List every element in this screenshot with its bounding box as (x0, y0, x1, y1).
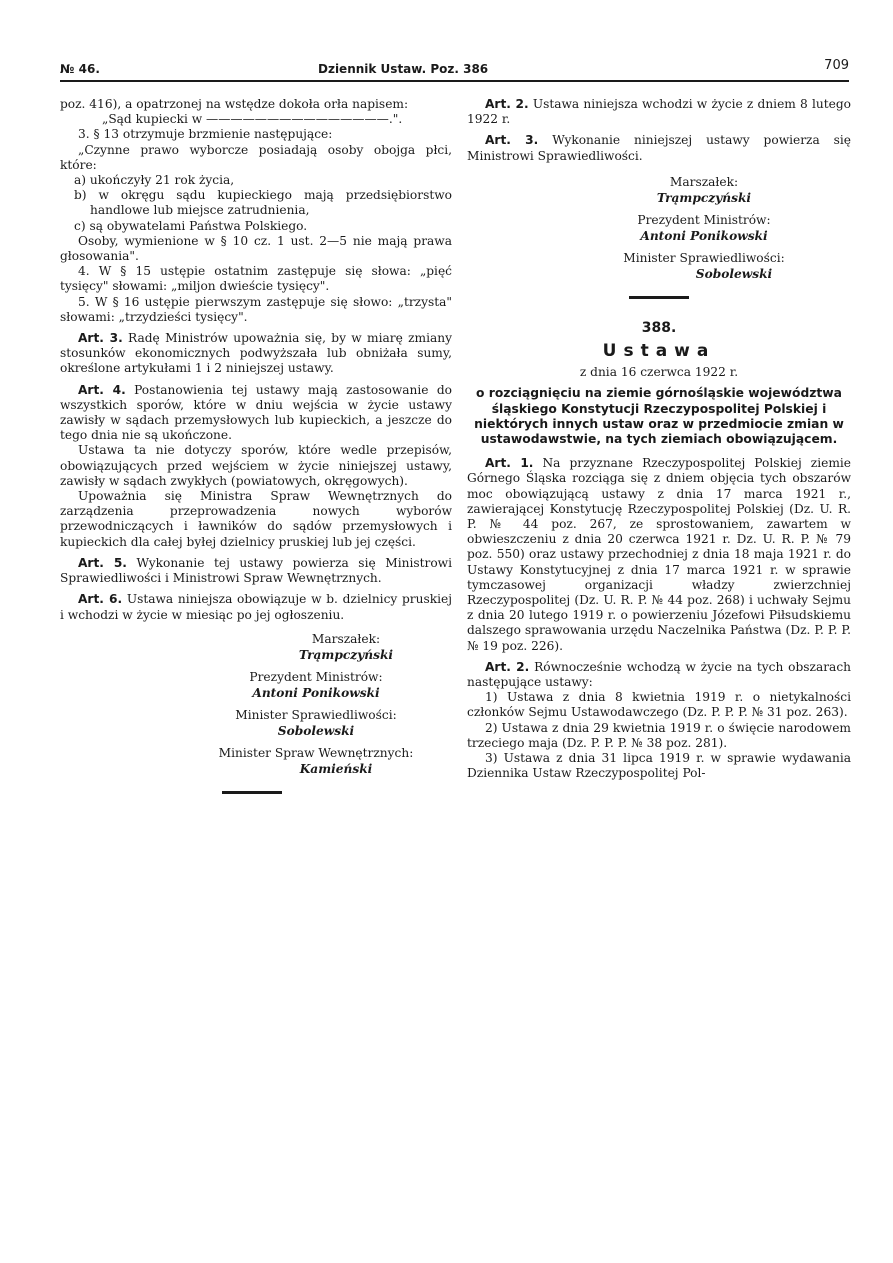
signature-name: Antoni Ponikowski (252, 685, 380, 700)
paragraph: „Czynne prawo wyborcze posiadają osoby obojga płci, które: (60, 142, 452, 172)
article-text: Wykonanie tej ustawy powierza się Ministrowi Sprawiedliwości i Ministrowi Spraw Wewnętrznych. (60, 555, 452, 586)
signature-name: Kamieński (299, 761, 373, 776)
paragraph: Osoby, wymienione w § 10 cz. 1 ust. 2—5 nie mają prawa głosowania". (60, 233, 452, 264)
paragraph: „Sąd kupiecki w ———————————————.". (102, 112, 403, 127)
article-label: Art. 4. (78, 382, 126, 397)
article-1 (467, 456, 851, 654)
article-label: Art. 5. (78, 555, 127, 570)
paragraph: 3. § 13 otrzymuje brzmienie następujące: (78, 127, 333, 142)
paragraph: 4. W § 15 ustępie ostatnim zastępuje się słowa: „pięć tysięcy" słowami: „miljon dwieście tysięcy". (60, 264, 452, 294)
article-text: Postanowienia tej ustawy mają zastosowanie do wszystkich sporów, które w dniu wejścia w życie ustawy zawisły w sądach przemysłowych lub kupieckich, a jeszcze do tego dnia nie są ukończone. (60, 382, 452, 443)
list-item: a) ukończyły 21 rok życia, (74, 173, 235, 188)
paragraph: Ustawa ta nie dotyczy sporów, które wedle przepisów, obowiązujących przed wejściem w życie niniejszej ustawy, zawisły w sądach zwykłych (powiatowych, okręgowych). (60, 443, 452, 488)
signature-name: Antoni Ponikowski (640, 228, 768, 243)
act-description: o rozciągnięciu na ziemie górnośląskie województwa śląskiego Konstytucji Rzeczypospolitej Polskiej i niektórych innych ustaw oraz w przedmiocie zmian w ustawodawstwie, na tych ziemiach obowiązującem. (474, 386, 844, 447)
signature-role: Minister Spraw Wewnętrznych: (218, 745, 414, 760)
signature-name: Trąmpczyński (298, 647, 394, 662)
article-text: Radę Ministrów upoważnia się, by w miarę zmiany stosunków ekonomicznych podwyższała lub obniżała sumy, określone artykułami 1 i 2 niniejszej ustawy. (60, 331, 452, 376)
article-2b (467, 660, 851, 690)
article-label: Art. 6. (78, 592, 123, 607)
article-4 (60, 383, 452, 444)
article-label: Art. 2. (485, 659, 530, 674)
article-text: Wykonanie niniejszej ustawy powierza się Ministrowi Sprawiedliwości. (467, 133, 852, 163)
signature-role: Minister Sprawiedliwości: (235, 707, 397, 722)
page-header (60, 60, 849, 80)
article-3 (60, 331, 452, 377)
list-item: 2) Ustawa z dnia 29 kwietnia 1919 r. o święcie narodowem trzeciego maja (Dz. P. P. P. № 38 poz. 281). (467, 720, 851, 750)
article-6 (60, 592, 452, 622)
position-number: 388. (641, 319, 677, 336)
signature-role: Prezydent Ministrów: (249, 669, 383, 684)
article-2 (467, 97, 851, 127)
left-column (60, 97, 452, 794)
article-5 (60, 556, 452, 586)
act-title: Ustawa (602, 341, 716, 362)
act-date: z dnia 16 czerwca 1922 r. (579, 365, 739, 380)
section-divider (222, 791, 282, 794)
right-column (467, 97, 852, 781)
signature-role: Minister Sprawiedliwości: (623, 250, 785, 265)
header-rule (60, 80, 849, 82)
paragraph: 5. W § 16 ustępie pierwszym zastępuje się słowo: „trzysta" słowami: „trzydzieści tysięcy". (60, 294, 452, 324)
journal-title: Dziennik Ustaw. Poz. 386 (318, 62, 489, 76)
paragraph: Upoważnia się Ministra Spraw Wewnętrznych do zarządzenia przeprowadzenia nowych wyborów przewodniczących i ławników do sądów przemysłowych i kupieckich dla całej byłej dzielnicy pruskiej lub jej części. (60, 489, 452, 549)
signature-role: Marszałek: (669, 174, 739, 189)
article-text: Na przyznane Rzeczypospolitej Polskiej ziemie Górnego Śląska rozciąga się z dniem objęcia tych obszarów moc obowiązującą ustawy z dnia 17 marca 1921 r., zawierającej Konstytucję Rzeczypospolitej Polskiej (Dz. U. R. P. № 44 poz. 267, ze sprostowaniem, zawartem w obwieszczeniu z dnia 20 czerwca 1921 r. Dz. U. R. P. № 79 poz. 550) oraz ustawy przechodniej z dnia 18 maja 1921 r. do Ustawy Konstytucyjnej z dnia 17 marca 1921 r. w sprawie tymczasowej organizacji władzy zwierzchniej Rzeczypospolitej (Dz. U. R. P. № 44 poz. 268) i uchwały Sejmu z dnia 20 lutego 1919 r. o powierzeniu Józefowi Piłsudskiemu dalszego sprawowania urzędu Naczelnika Państwa (Dz. P. P. P. № 19 poz. 226). (467, 456, 851, 653)
signature-role: Marszałek: (311, 631, 381, 646)
article-3 (467, 133, 851, 163)
signature-name: Sobolewski (695, 266, 773, 281)
list-item: 1) Ustawa z dnia 8 kwietnia 1919 r. o nietykalności członków Sejmu Ustawodawczego (Dz. P. P. P. № 31 poz. 263). (467, 690, 851, 720)
paragraph: poz. 416), a opatrzonej na wstędze dokoła orła napisem: (60, 97, 409, 111)
signature-block (180, 631, 452, 777)
signature-name: Trąmpczyński (656, 190, 752, 205)
article-label: Art. 1. (485, 456, 534, 471)
article-label: Art. 3. (78, 331, 123, 346)
article-text: Ustawa niniejsza obowiązuje w b. dzielnicy pruskiej i wchodzi w życie w miesiąc po jej ogłoszeniu. (60, 592, 453, 622)
list-item: 3) Ustawa z dnia 31 lipca 1919 r. w sprawie wydawania Dziennika Ustaw Rzeczypospolitej Pol- (467, 751, 851, 781)
article-label: Art. 2. (485, 97, 529, 111)
page-number: 709 (824, 58, 849, 73)
section-divider (629, 296, 689, 299)
issue-number: № 46. (60, 62, 100, 76)
article-text: Równocześnie wchodzą w życie na tych obszarach następujące ustawy: (467, 659, 851, 690)
article-label: Art. 3. (485, 133, 539, 148)
article-text: Ustawa niniejsza wchodzi w życie z dniem 8 lutego 1922 r. (467, 97, 851, 127)
signature-role: Prezydent Ministrów: (637, 212, 771, 227)
list-item: c) są obywatelami Państwa Polskiego. (74, 218, 308, 233)
signature-name: Sobolewski (277, 723, 355, 738)
list-item: b) w okręgu sądu kupieckiego mają przedsiębiorstwo handlowe lub miejsce zatrudnienia, (74, 188, 452, 218)
signature-block (557, 174, 851, 282)
